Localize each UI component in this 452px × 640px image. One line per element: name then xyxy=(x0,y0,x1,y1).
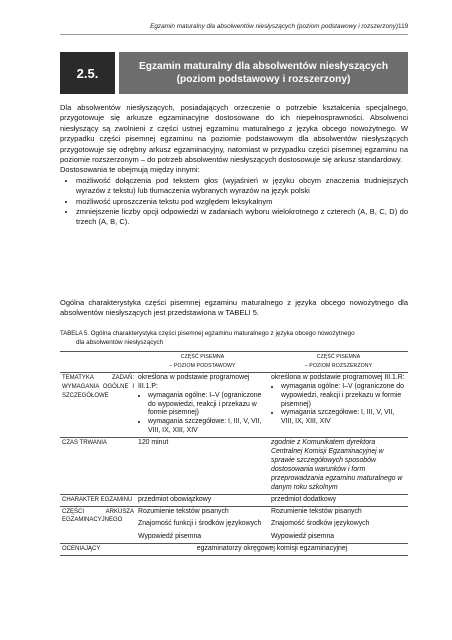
intro-lead: Dostosowania te obejmują między innymi: xyxy=(60,165,200,175)
page-number: 119 xyxy=(398,23,409,30)
header-rule xyxy=(60,34,408,35)
list-item: Rozumienie tekstów pisanych xyxy=(271,507,362,515)
list-item: Znajomość środków językowych xyxy=(271,520,370,528)
cell-tematyka-basic: określona w podstawie programowej III.1.P: • wymagania ogólne: I–V (ograniczone do wypowiedzi, reakcji i przekazu w formie pisemnej) • wymagania szczegółowe: I, III, V, VII, VIII, IX, XIII, XIV xyxy=(136,372,269,437)
summary-paragraph: Ogólna charakterystyka części pisemnej egzaminu maturalnego z języka obcego nowożytnego dla absolwentów niesłyszących jest przedstawiona w TABELI 5. xyxy=(60,298,408,318)
list-item: • wymagania szczegółowe: I, III, V, VII, VIII, IX, XIII, XIV xyxy=(281,409,406,427)
table-caption-line-1: Ogólna charakterystyka części pisemnej egzaminu maturalnego z języka obcego nowożytnego xyxy=(90,330,355,337)
row-label-charakter: CHARAKTER EGZAMINU xyxy=(60,494,136,506)
table-row xyxy=(60,494,408,506)
cell-oceniajacy: egzaminatorzy okręgowej komisji egzaminacyjnej xyxy=(136,544,408,556)
table-caption xyxy=(60,330,408,348)
cell-czesci-basic xyxy=(136,506,269,544)
running-header: Egzamin maturalny dla absolwentów niesłyszących (poziom podstawowy i rozszerzony) xyxy=(150,23,398,30)
table-header-row xyxy=(60,352,408,373)
row-label-oceniajacy: OCENIAJĄCY xyxy=(60,544,136,556)
cell-czas-basic: 120 minut xyxy=(136,438,269,494)
row-label-tematyka: TEMATYKA ZADAŃ: WYMAGANIA OGÓLNE I SZCZEGÓŁOWE xyxy=(60,372,136,437)
table-row xyxy=(60,438,408,494)
list-item: • zmniejszenie liczby opcji odpowiedzi w zadaniach wyboru wielokrotnego z czterech (A, B, C, D) do trzech (A, B, C). xyxy=(76,207,408,228)
table-row xyxy=(60,372,408,437)
header-extended-level: CZĘŚĆ PISEMNA – POZIOM ROZSZERZONY xyxy=(269,352,408,373)
list-item: • wymagania szczegółowe: I, III, V, VII, VIII, IX, XIII, XIV xyxy=(148,418,267,436)
intro-block xyxy=(60,103,408,228)
table-row xyxy=(60,506,408,544)
row-label-czas: CZAS TRWANIA xyxy=(60,438,136,494)
list-item: Rozumienie tekstów pisanych xyxy=(138,507,229,515)
cell-czesci-extended xyxy=(269,506,408,544)
cell-charakter-extended: przedmiot dodatkowy xyxy=(269,494,408,506)
cell-czas-extended: zgodnie z Komunikatem dyrektora Centralnej Komisji Egzaminacyjnej w sprawie szczegółowych sposobów dostosowania warunków i form przeprowadzania egzaminu maturalnego w danym roku szkolnym xyxy=(269,438,408,494)
list-item: • wymagania ogólne: I–V (ograniczone do wypowiedzi, reakcji i przekazu w formie pisemnej) xyxy=(148,392,267,419)
list-item: • możliwość dołączenia pod tekstem głos (wyjaśnień w języku obcym znaczenia trudniejszych wyrazów z tekstu) lub tłumaczenia wybranych wyrazów na język polski xyxy=(76,176,408,197)
section-title-line-1: Egzamin maturalny dla absolwentów niesłyszących xyxy=(138,61,389,72)
section-title-line-2: (poziom podstawowy i rozszerzony) xyxy=(176,74,351,85)
list-item: • wymagania ogólne: I–V (ograniczone do wypowiedzi, reakcji i przekazu w formie pisemnej) xyxy=(281,383,406,410)
adjustments-list xyxy=(60,176,408,228)
list-item: Znajomość funkcji i środków językowych xyxy=(138,520,262,528)
intro-paragraph: Dla absolwentów niesłyszących, posiadających orzeczenie o potrzebie kształcenia specjalnego, przygotowuje się arkusze egzaminacyjne dostosowane do ich niepełnosprawności. Absolwenci niesłyszący są zwolnieni z części ustnej egzaminu maturalnego z języka obcego nowożytnego. W przypadku części pisemnej egzaminu na poziomie podstawowym dla absolwentów niesłyszących przygotowuje się odrębny arkusz egzaminacyjny, natomiast w przypadku części pisemnej egzaminu na poziomie rozszerzonym – do potrzeb absolwentów niesłyszących dostosowuje się arkusz standardowy. xyxy=(60,103,408,165)
section-number: 2.5. xyxy=(60,52,115,94)
characteristics-table xyxy=(60,351,408,556)
table-row xyxy=(60,544,408,556)
cell-charakter-basic: przedmiot obowiązkowy xyxy=(136,494,269,506)
row-label-czesci: CZĘŚCI ARKUSZA EGZAMINACYJNEGO xyxy=(60,506,136,544)
list-item: Wypowiedź pisemna xyxy=(271,533,335,541)
header-basic-level: CZĘŚĆ PISEMNA – POZIOM PODSTAWOWY xyxy=(136,352,269,373)
list-item: • możliwość uproszczenia tekstu pod względem leksykalnym xyxy=(76,197,408,207)
table-caption-line-2: dla absolwentów niesłyszących xyxy=(76,338,164,346)
cell-tematyka-extended: określona w podstawie programowej III.1.R: • wymagania ogólne: I–V (ograniczone do wypowiedzi, reakcji i przekazu w formie pisemnej) • wymagania szczegółowe: I, III, V, VII, VIII, IX, XIII, XIV xyxy=(269,372,408,437)
table-caption-label: TABELA 5. xyxy=(60,331,89,337)
section-title xyxy=(119,52,408,94)
list-item: Wypowiedź pisemna xyxy=(138,533,202,541)
